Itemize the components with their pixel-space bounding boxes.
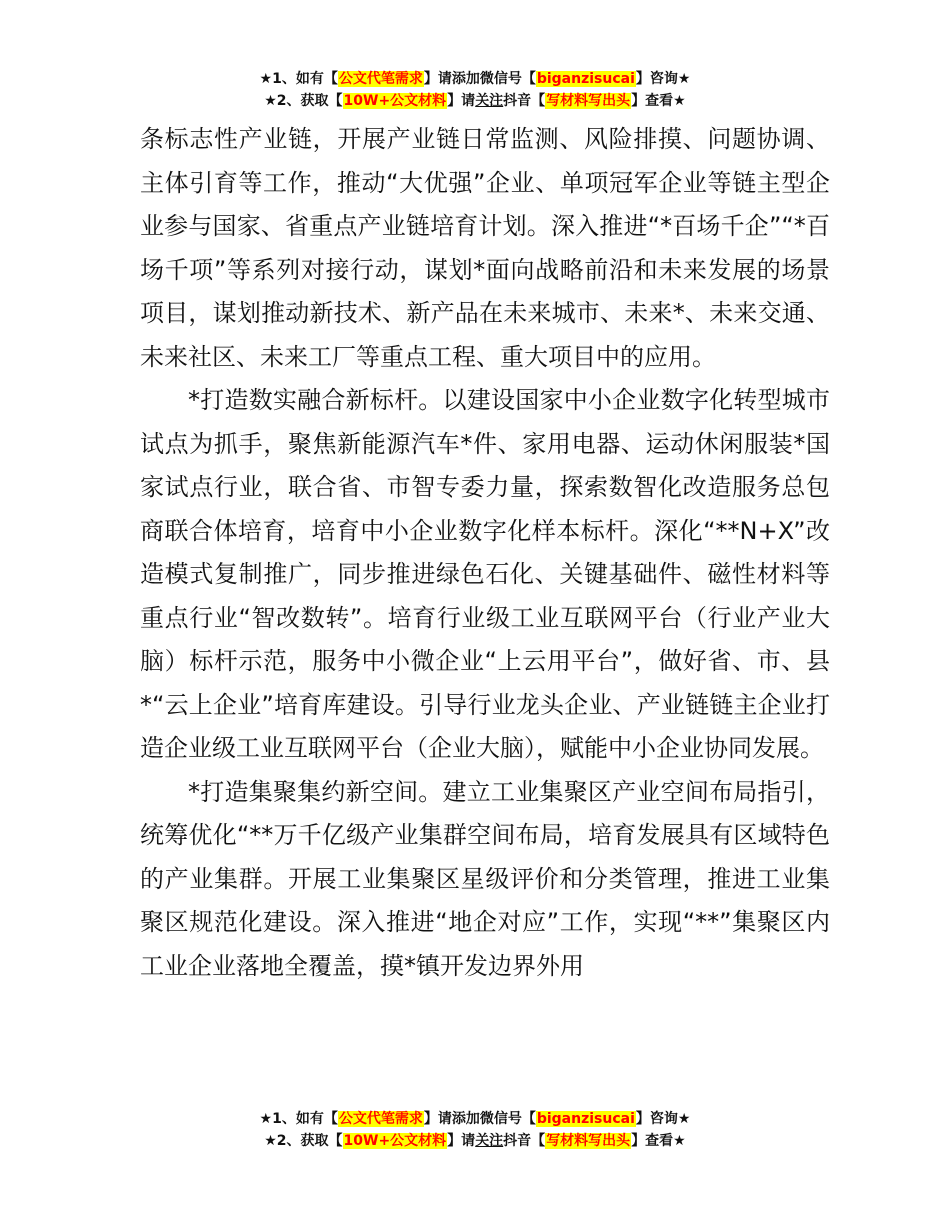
paragraph-2: *打造数实融合新标杆。以建设国家中小企业数字化转型城市试点为抓手，聚焦新能源汽车*件、家用电器、运动休闲服装*国家试点行业，联合省、市智专委力量，探索数智化改造服务总包商联合体培育，培育中小企业数字化样本标杆。深化“**N+X”改造模式复制推广，同步推进绿色石化、关键基础件、磁性材料等重点行业“智改数转”。培育行业级工业互联网平台（行业产业大脑）标杆示范，服务中小微企业“上云用平台”，做好省、市、县*“云上企业”培育库建设。引导行业龙头企业、产业链链主企业打造企业级工业互联网平台（企业大脑），赋能中小企业协同发展。 <box>140 386 830 762</box>
follow-underlined: 关注 <box>475 93 504 109</box>
paragraph-3: *打造集聚集约新空间。建立工业集聚区产业空间布局指引，统筹优化“**万千亿级产业集群空间布局，培育发展具有区域特色的产业集群。开展工业集聚区星级评价和分类管理，推进工业集聚区规范化建设。深入推进“地企对应”工作，实现“**”集聚区内工业企业落地全覆盖，摸*镇开发边界外用 <box>140 777 830 980</box>
header-line-1: ★1、如有【公文代笔需求】请添加微信号【biganzisucai】咨询★ <box>259 71 691 87</box>
footer-banner <box>0 1108 950 1152</box>
highlight-douyin-account: 写材料写出头 <box>546 1133 631 1149</box>
follow-underlined: 关注 <box>475 1133 504 1149</box>
header-banner <box>0 68 950 112</box>
highlight-douyin-account: 写材料写出头 <box>546 93 631 109</box>
footer-line-1: ★1、如有【公文代笔需求】请添加微信号【biganzisucai】咨询★ <box>259 1111 691 1127</box>
highlight-materials: 10W+公文材料 <box>343 93 447 109</box>
header-line-2: ★2、获取【10W+公文材料】请关注抖音【写材料写出头】查看★ <box>264 93 686 109</box>
highlight-wechat-id: biganzisucai <box>536 71 635 87</box>
document-body <box>140 118 830 988</box>
highlight-materials: 10W+公文材料 <box>343 1133 447 1149</box>
footer-line-2: ★2、获取【10W+公文材料】请关注抖音【写材料写出头】查看★ <box>264 1133 686 1149</box>
highlight-ghostwriting: 公文代笔需求 <box>338 1111 423 1127</box>
highlight-wechat-id: biganzisucai <box>536 1111 635 1127</box>
highlight-ghostwriting: 公文代笔需求 <box>338 71 423 87</box>
paragraph-1: 条标志性产业链，开展产业链日常监测、风险排摸、问题协调、主体引育等工作，推动“大优强”企业、单项冠军企业等链主型企业参与国家、省重点产业链培育计划。深入推进“*百场千企”“*百场千项”等系列对接行动，谋划*面向战略前沿和未来发展的场景项目，谋划推动新技术、新产品在未来城市、未来*、未来交通、未来社区、未来工厂等重点工程、重大项目中的应用。 <box>140 125 830 371</box>
